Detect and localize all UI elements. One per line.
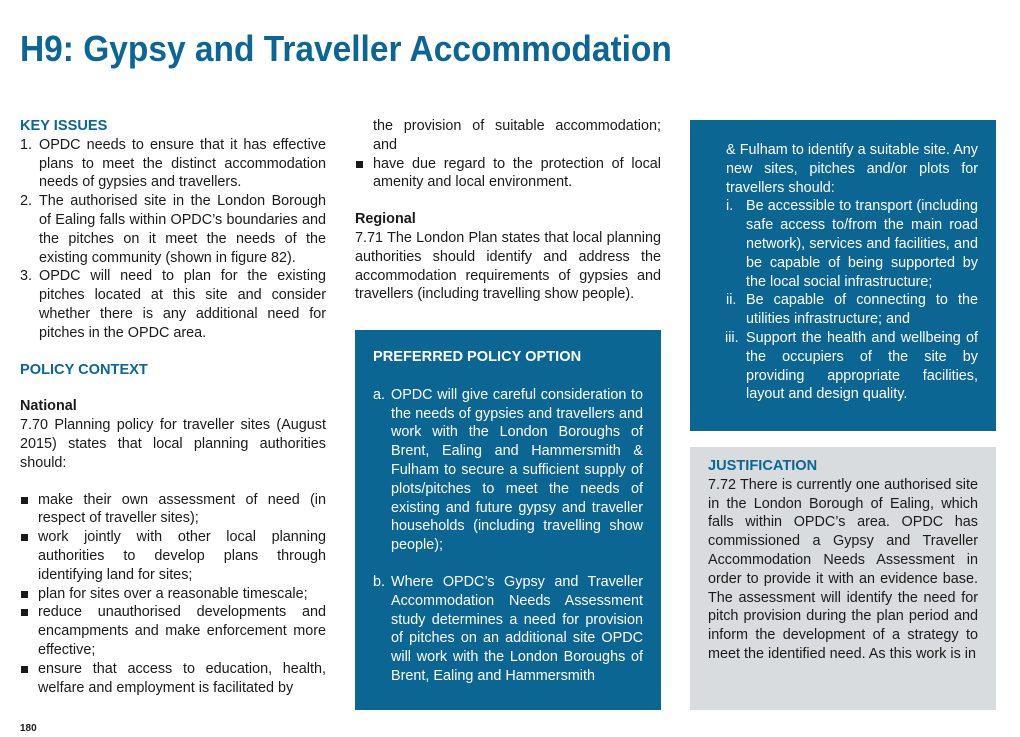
square-bullet-icon <box>21 666 28 673</box>
page-number: 180 <box>20 723 37 734</box>
key-issues-heading: KEY ISSUES <box>20 118 108 134</box>
spacer <box>373 367 643 386</box>
policy-sub-text: Be accessible to transport (including safe access to/from the main road network), services and facilities, and be capable of being supported by the local social infrastructure; <box>746 198 978 290</box>
key-issue-text: OPDC needs to ensure that it has effective plans to meet the distinct accommodation needs of gypsies and travellers. <box>39 136 326 191</box>
policy-sub-list <box>726 197 978 404</box>
national-heading: National <box>20 398 77 415</box>
bullet-text: plan for sites over a reasonable timescale; <box>38 585 308 602</box>
policy-option-text: OPDC will give careful consideration to the needs of gypsies and travellers and work with the London Boroughs of Brent, Ealing and Hammersmith & Fulham to secure a sufficient supply of plots/pitches to meet the needs of existing and future gypsy and traveller households (including travelling show people); <box>391 386 643 554</box>
bullet-text: have due regard to the protection of local amenity and local environment. <box>373 155 661 191</box>
bullet-item <box>20 528 326 584</box>
page-title: H9: Gypsy and Traveller Accommodation <box>20 28 672 69</box>
square-bullet-icon <box>21 534 28 541</box>
preferred-policy-heading: PREFERRED POLICY OPTION <box>373 349 582 365</box>
bullet-text: work jointly with other local planning authorities to develop plans through identifying land for sites; <box>38 529 326 583</box>
spacer <box>355 192 661 210</box>
policy-option-item <box>373 386 643 555</box>
spacer <box>20 473 326 491</box>
key-issue-text: The authorised site in the London Borough of Ealing falls within OPDC’s boundaries and the pitches on it meet the needs of the existing community (shown in figure 82). <box>39 193 326 266</box>
policy-option-continuation: & Fulham to identify a suitable site. Any new sites, pitches and/or plots for travellers should: <box>726 142 978 196</box>
square-bullet-icon <box>21 609 28 616</box>
policy-sub-numeral: iii. <box>725 329 739 346</box>
bullet-item <box>20 585 326 604</box>
spacer <box>20 379 326 397</box>
key-issue-text: OPDC will need to plan for the existing pitches located at this site and consider whether there is any additional need for pitches in the OPDC area. <box>39 268 326 341</box>
key-issue-number: 1. <box>20 136 33 153</box>
national-intro: 7.70 Planning policy for traveller sites (August 2015) states that local planning authorities should: <box>20 417 326 471</box>
policy-sub-text: Be capable of connecting to the utilities infrastructure; and <box>746 292 978 328</box>
policy-option-letter: a. <box>373 386 386 403</box>
national-bullet-list <box>20 491 326 698</box>
key-issue-item <box>20 267 326 342</box>
justification-box <box>690 447 996 710</box>
policy-context-heading: POLICY CONTEXT <box>20 361 148 378</box>
policy-sub-item <box>726 329 978 404</box>
bullet-item <box>355 155 661 193</box>
policy-sub-item <box>726 291 978 329</box>
policy-option-text: Where OPDC’s Gypsy and Traveller Accommodation Needs Assessment study determines a need for provision of pitches on an additional site OPDC will work with the London Boroughs of Brent, Ealing and Hammersmith <box>391 573 643 684</box>
left-column <box>20 117 326 697</box>
key-issue-number: 2. <box>20 193 33 210</box>
square-bullet-icon <box>21 497 28 504</box>
policy-option-letter: b. <box>373 573 386 590</box>
policy-sub-item <box>726 197 978 291</box>
preferred-policy-box-continued <box>690 120 996 431</box>
national-bullet-list-continued <box>355 155 661 193</box>
key-issue-number: 3. <box>20 268 33 285</box>
policy-sub-items <box>708 197 978 404</box>
bullet-item <box>20 660 326 698</box>
policy-sub-numeral: i. <box>726 198 734 215</box>
square-bullet-icon <box>21 591 28 598</box>
justification-text: 7.72 There is currently one authorised site in the London Borough of Ealing, which falls within OPDC’s area. OPDC has commissioned a Gypsy and Traveller Accommodation Needs Assessment in order to provide it with an evidence base. The assessment will identify the need for pitch provision during the plan period and inform the development of a strategy to meet the identified need. As this work is in <box>708 476 978 662</box>
preferred-policy-box <box>355 330 661 710</box>
policy-sub-numeral: ii. <box>726 292 737 309</box>
spacer <box>20 343 326 361</box>
key-issue-item <box>20 136 326 192</box>
bullet-text: make their own assessment of need (in respect of traveller sites); <box>38 491 326 527</box>
key-issue-item <box>20 192 326 267</box>
square-bullet-icon <box>356 161 363 168</box>
bullet-item <box>20 491 326 529</box>
justification-heading: JUSTIFICATION <box>708 458 818 474</box>
regional-text: 7.71 The London Plan states that local planning authorities should identify and address the accommodation requirements of gypsies and travellers (including travelling show people). <box>355 229 661 303</box>
regional-heading: Regional <box>355 211 416 228</box>
bullet-text: reduce unauthorised developments and encampments and make enforcement more effective; <box>38 604 326 658</box>
key-issues-list <box>20 136 326 343</box>
policy-option-item <box>373 573 643 686</box>
bullet-text: ensure that access to education, health, welfare and employment is facilitated by <box>38 660 326 696</box>
bullet-continuation: the provision of suitable accommodation; and <box>373 118 661 153</box>
policy-sub-text: Support the health and wellbeing of the occupiers of the site by providing appropriate facilities, layout and design quality. <box>746 329 978 403</box>
middle-column <box>355 117 661 304</box>
bullet-item <box>20 603 326 659</box>
policy-option-list <box>373 386 643 686</box>
